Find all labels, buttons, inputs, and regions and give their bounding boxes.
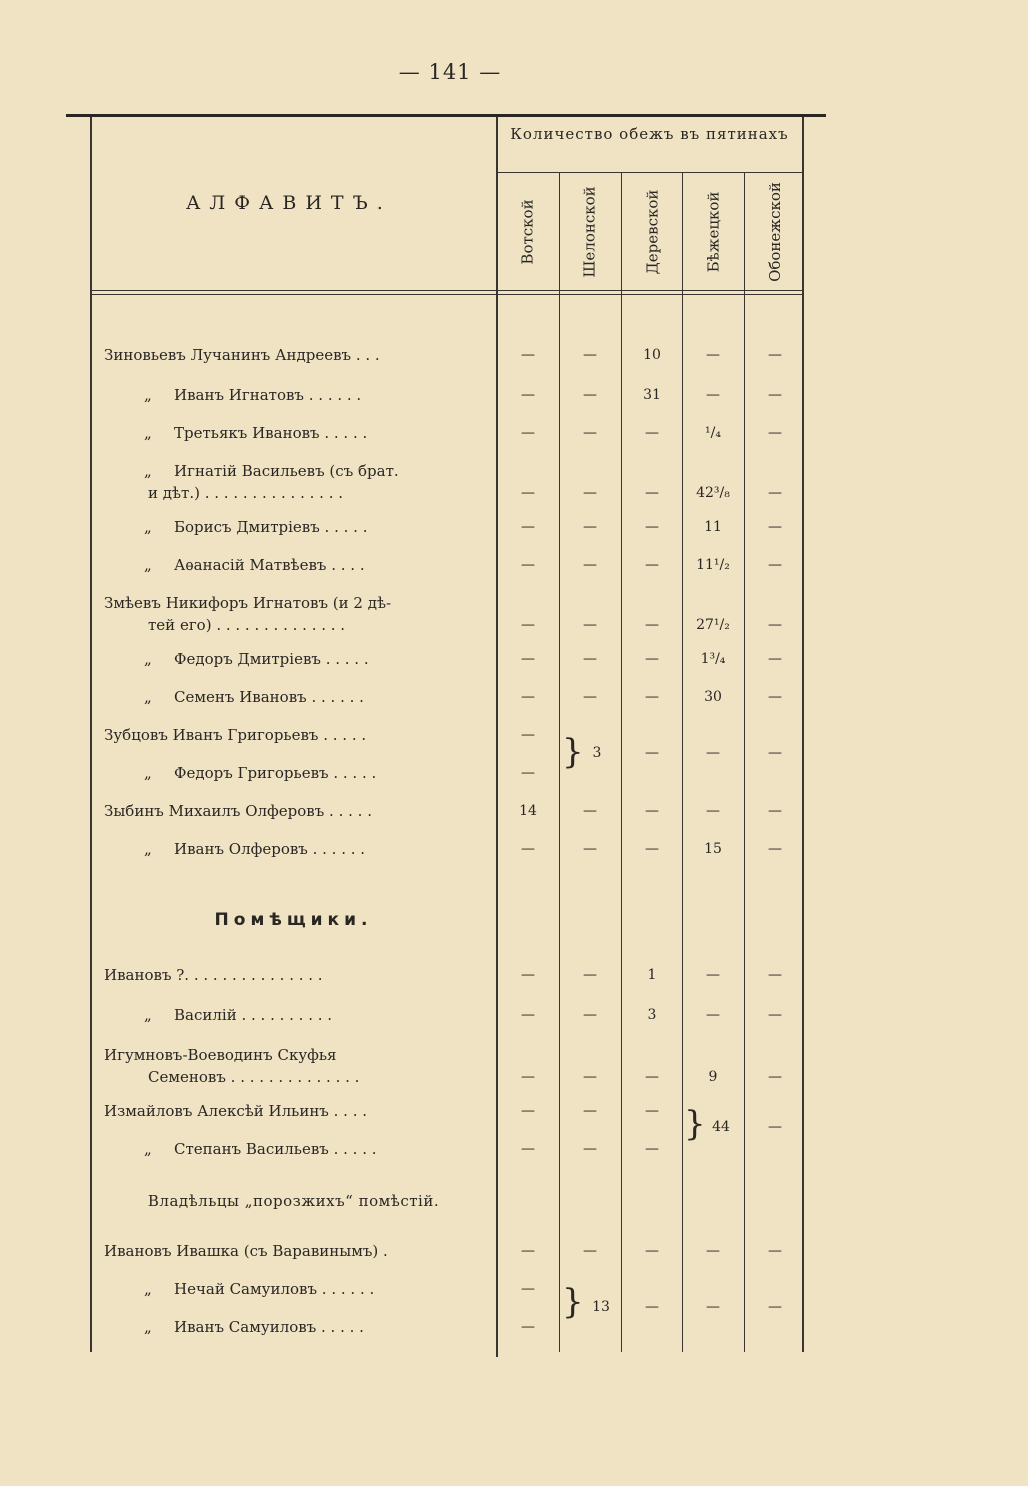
- table-row-name: [104, 1044, 484, 1088]
- table-cell: —: [583, 425, 597, 441]
- table-row-name: [104, 724, 484, 746]
- entry-name-text: Федоръ Дмитріевъ . . . . .: [174, 650, 369, 668]
- table-cell: —: [583, 485, 597, 501]
- table-cell: 42³/₈: [696, 485, 730, 501]
- table-cell: —: [521, 519, 535, 535]
- zubtsov-bezh-value: —: [706, 745, 720, 761]
- table-cell: —: [645, 557, 659, 573]
- table-cell: —: [583, 841, 597, 857]
- entry-name: [104, 554, 484, 576]
- table-cell: 10: [643, 347, 661, 363]
- right-border: [802, 117, 804, 1352]
- table-cell: 27¹/₂: [696, 617, 730, 633]
- table-cell: —: [521, 1281, 535, 1297]
- entry-name-text: Борисъ Дмитріевъ . . . . .: [174, 518, 368, 536]
- table-row-name: [104, 422, 484, 444]
- table-cell: —: [521, 347, 535, 363]
- table-cell: —: [768, 425, 782, 441]
- table-cell: 1³/₄: [700, 651, 726, 667]
- table-cell: —: [645, 1069, 659, 1085]
- entry-name-text: Зиновьевъ Лучанинъ Андреевъ . . .: [104, 346, 380, 364]
- table-cell: —: [521, 1069, 535, 1085]
- table-row-name: [104, 1240, 484, 1262]
- table-cell: —: [521, 485, 535, 501]
- ditto-mark: „: [144, 1140, 152, 1158]
- entry-name: [104, 648, 484, 670]
- table-row-name: [104, 344, 484, 366]
- table-cell: —: [768, 617, 782, 633]
- table-cell: 3: [647, 1007, 657, 1023]
- table-cell: —: [583, 557, 597, 573]
- table-cell: —: [521, 841, 535, 857]
- table-cell: 14: [519, 803, 537, 819]
- table-cell: —: [521, 1141, 535, 1157]
- entry-name-text: Змѣевъ Никифоръ Игнатовъ (и 2 дѣ-: [104, 594, 392, 612]
- entry-name: [104, 516, 484, 538]
- ditto-mark: „: [144, 556, 152, 574]
- table-cell: —: [521, 1319, 535, 1335]
- table-row-name: [104, 648, 484, 670]
- entry-name-text: Степанъ Васильевъ . . . . .: [174, 1140, 377, 1158]
- table-cell: 31: [643, 387, 661, 403]
- brace-samuilov: }: [562, 1282, 584, 1322]
- entry-name-text: Зубцовъ Иванъ Григорьевъ . . . . .: [104, 726, 367, 744]
- count-heading-rule: [497, 172, 802, 173]
- ditto-mark: „: [144, 840, 152, 858]
- table-cell: —: [768, 967, 782, 983]
- table-cell: —: [583, 387, 597, 403]
- entry-name: [104, 1240, 484, 1262]
- ditto-mark: „: [144, 650, 152, 668]
- ditto-mark: „: [144, 1006, 152, 1024]
- table-cell: 1: [647, 967, 657, 983]
- entry-name: [104, 686, 484, 708]
- table-row-name: [104, 762, 484, 784]
- table-cell: —: [583, 1103, 597, 1119]
- ditto-mark: „: [144, 518, 152, 536]
- table-cell: —: [521, 689, 535, 705]
- alphabet-heading: АЛФАВИТЪ.: [186, 192, 392, 214]
- table-cell: —: [645, 689, 659, 705]
- entry-name: [104, 460, 484, 482]
- table-cell: —: [521, 557, 535, 573]
- table-cell: —: [645, 651, 659, 667]
- brace-zubtsov: }: [562, 732, 584, 772]
- table-cell: ¹/₄: [705, 425, 721, 441]
- table-cell: —: [768, 347, 782, 363]
- entry-name: [104, 1044, 484, 1066]
- samuilov-obon-value: —: [768, 1299, 782, 1315]
- table-row-name: [104, 964, 484, 986]
- table-cell: —: [583, 347, 597, 363]
- table-row-name: [104, 460, 484, 504]
- entry-name: [104, 384, 484, 406]
- entry-name-continuation: тей его) . . . . . . . . . . . . . .: [148, 616, 346, 634]
- table-cell: —: [768, 387, 782, 403]
- table-row-name: [104, 838, 484, 860]
- table-cell: —: [521, 651, 535, 667]
- entry-name-text: Измайловъ Алексѣй Ильинъ . . . .: [104, 1102, 367, 1120]
- page-number: — 141 —: [398, 60, 502, 84]
- table-cell: —: [706, 387, 720, 403]
- table-cell: —: [583, 1141, 597, 1157]
- table-cell: —: [583, 617, 597, 633]
- entry-name: [104, 1004, 484, 1026]
- col-head-shelonskoi: Шелонской: [581, 186, 600, 278]
- table-cell: —: [706, 347, 720, 363]
- ditto-mark: „: [144, 1318, 152, 1336]
- table-cell: —: [583, 519, 597, 535]
- table-cell: —: [768, 803, 782, 819]
- table-cell: —: [583, 1243, 597, 1259]
- table-row-name: [104, 800, 484, 822]
- table-row-name: [104, 554, 484, 576]
- entry-name-continuation: и дѣт.) . . . . . . . . . . . . . . .: [148, 484, 344, 502]
- entry-name: [104, 422, 484, 444]
- entry-name-text: Иванъ Самуиловъ . . . . .: [174, 1318, 364, 1336]
- table-row-name: [104, 686, 484, 708]
- table-cell: —: [706, 1007, 720, 1023]
- samuilov-shelon-value: 13: [592, 1299, 610, 1315]
- entry-name-text: Аѳанасій Матвѣевъ . . . .: [174, 556, 365, 574]
- section-pomeshchiki: Помѣщики.: [214, 910, 373, 930]
- izmailov-obon-value: —: [768, 1119, 782, 1135]
- table-cell: —: [521, 1103, 535, 1119]
- table-cell: 9: [708, 1069, 718, 1085]
- entry-name-text: Василій . . . . . . . . . .: [174, 1006, 333, 1024]
- table-row-name: [104, 1100, 484, 1122]
- entry-name: [104, 1316, 484, 1338]
- table-cell: —: [645, 519, 659, 535]
- entry-name: [104, 344, 484, 366]
- entry-name: [104, 1138, 484, 1160]
- table-cell: —: [645, 485, 659, 501]
- brace-izmailov: }: [684, 1104, 706, 1144]
- samuilov-derev-value: —: [645, 1299, 659, 1315]
- table-cell: —: [768, 841, 782, 857]
- table-cell: —: [768, 519, 782, 535]
- table-cell: —: [583, 967, 597, 983]
- table-row-name: [104, 592, 484, 636]
- entry-name: [104, 1278, 484, 1300]
- table-cell: —: [521, 1243, 535, 1259]
- table-cell: —: [645, 1243, 659, 1259]
- table-cell: 30: [704, 689, 722, 705]
- col-head-bezhetskoi: Бѣжецкой: [704, 191, 723, 273]
- entry-name-text: Зыбинъ Михаилъ Олферовъ . . . . .: [104, 802, 372, 820]
- entry-name-text: Игумновъ-Воеводинъ Скуфья: [104, 1046, 337, 1064]
- table-cell: —: [521, 765, 535, 781]
- top-rule: [66, 114, 826, 117]
- table-cell: —: [706, 967, 720, 983]
- table-cell: —: [645, 803, 659, 819]
- table-cell: —: [645, 841, 659, 857]
- table-cell: —: [768, 1007, 782, 1023]
- table-cell: —: [521, 617, 535, 633]
- section-porozzhikh: Владѣльцы „порозжихъ“ помѣстій.: [147, 1192, 440, 1210]
- table-cell: —: [583, 803, 597, 819]
- left-border: [90, 117, 92, 1352]
- ditto-mark: „: [144, 764, 152, 782]
- col-head-obonezhskoi: Обонежской: [766, 182, 784, 282]
- entry-name: [104, 964, 484, 986]
- entry-name-text: Иванъ Олферовъ . . . . . .: [174, 840, 366, 858]
- table-cell: —: [583, 1007, 597, 1023]
- entry-name: [104, 592, 484, 614]
- entry-name-text: Ивановъ Ивашка (съ Варавинымъ) .: [104, 1242, 388, 1260]
- table-row-name: [104, 1316, 484, 1338]
- table-row-name: [104, 1004, 484, 1026]
- table-cell: —: [768, 1069, 782, 1085]
- entry-name: [104, 1100, 484, 1122]
- table-cell: —: [706, 1243, 720, 1259]
- table-row-name: [104, 1138, 484, 1160]
- table-cell: —: [768, 1243, 782, 1259]
- entry-name: [104, 724, 484, 746]
- izmailov-bezh-value: 44: [712, 1119, 730, 1135]
- entry-name-text: Иванъ Игнатовъ . . . . . .: [174, 386, 362, 404]
- table-cell: —: [583, 689, 597, 705]
- zubtsov-derev-value: —: [645, 745, 659, 761]
- entry-name-text: Ивановъ ?. . . . . . . . . . . . . . .: [104, 966, 323, 984]
- entry-name-continuation: Семеновъ . . . . . . . . . . . . . .: [148, 1068, 360, 1086]
- ditto-mark: „: [144, 462, 152, 480]
- col-head-votskoi: Вотской: [519, 199, 537, 265]
- table-cell: —: [521, 425, 535, 441]
- table-cell: 11¹/₂: [696, 557, 730, 573]
- ditto-mark: „: [144, 386, 152, 404]
- table-cell: —: [706, 803, 720, 819]
- ditto-mark: „: [144, 688, 152, 706]
- table-cell: —: [583, 1069, 597, 1085]
- table-cell: —: [645, 617, 659, 633]
- entry-name-text: Семенъ Ивановъ . . . . . .: [174, 688, 364, 706]
- col-head-derevskoi: Деревской: [643, 189, 661, 275]
- table-cell: —: [768, 557, 782, 573]
- table-cell: —: [645, 425, 659, 441]
- samuilov-bezh-value: —: [706, 1299, 720, 1315]
- zubtsov-obon-value: —: [768, 745, 782, 761]
- ditto-mark: „: [144, 1280, 152, 1298]
- table-row-name: [104, 1278, 484, 1300]
- ditto-mark: „: [144, 424, 152, 442]
- count-heading: Количество обежъ въ пятинахъ: [510, 125, 789, 143]
- entry-name: [104, 838, 484, 860]
- entry-name: [104, 800, 484, 822]
- entry-name-text: Третьякъ Ивановъ . . . . .: [174, 424, 368, 442]
- table-row-name: [104, 516, 484, 538]
- table-cell: —: [521, 387, 535, 403]
- header-bottom-rule: [90, 290, 802, 291]
- table-cell: —: [521, 1007, 535, 1023]
- table-cell: —: [645, 1103, 659, 1119]
- entry-name: [104, 762, 484, 784]
- entry-name-text: Игнатій Васильевъ (съ брат.: [174, 462, 399, 480]
- table-cell: —: [645, 1141, 659, 1157]
- table-row-name: [104, 384, 484, 406]
- table-cell: —: [583, 651, 597, 667]
- table-cell: —: [521, 727, 535, 743]
- table-cell: —: [768, 485, 782, 501]
- table-cell: 15: [704, 841, 722, 857]
- table-cell: 11: [704, 519, 722, 535]
- table-cell: —: [768, 689, 782, 705]
- table-cell: —: [521, 967, 535, 983]
- entry-name-text: Федоръ Григорьевъ . . . . .: [174, 764, 377, 782]
- zubtsov-shelon-value: 3: [592, 745, 602, 761]
- entry-name-text: Нечай Самуиловъ . . . . . .: [174, 1280, 375, 1298]
- header-bottom-rule-2: [90, 294, 802, 295]
- table-cell: —: [768, 651, 782, 667]
